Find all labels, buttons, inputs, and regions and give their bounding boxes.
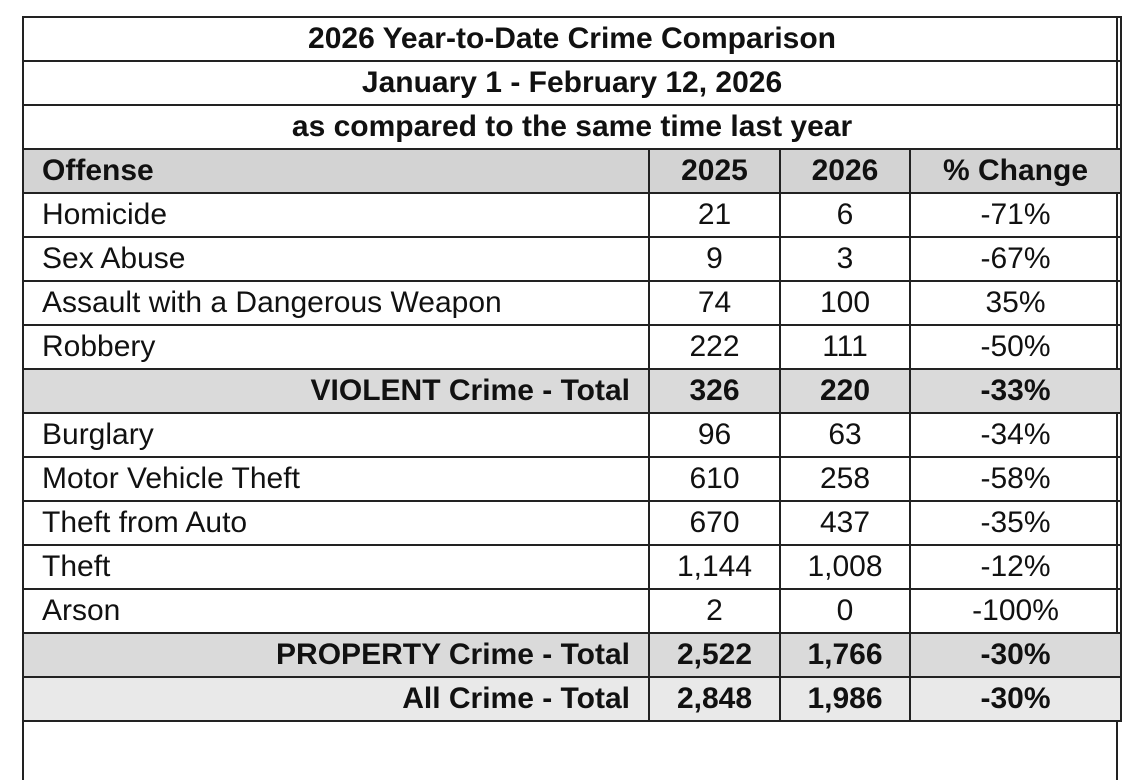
value-2025-cell: 74 bbox=[649, 281, 780, 325]
change-cell: -58% bbox=[910, 457, 1121, 501]
value-2025-cell: 96 bbox=[649, 413, 780, 457]
all-crime-total-label: All Crime - Total bbox=[23, 677, 649, 721]
change-cell: -34% bbox=[910, 413, 1121, 457]
property-total-row bbox=[23, 633, 1121, 677]
all-crime-total-2025: 2,848 bbox=[649, 677, 780, 721]
violent-total-2026: 220 bbox=[780, 369, 910, 413]
value-2026-cell: 3 bbox=[780, 237, 910, 281]
offense-cell: Robbery bbox=[23, 325, 649, 369]
value-2025-cell: 9 bbox=[649, 237, 780, 281]
column-header-2026: 2026 bbox=[780, 149, 910, 193]
subtitle-row bbox=[23, 105, 1121, 149]
table-row bbox=[23, 237, 1121, 281]
table-subtitle: as compared to the same time last year bbox=[23, 105, 1121, 149]
change-cell: -71% bbox=[910, 193, 1121, 237]
value-2026-cell: 6 bbox=[780, 193, 910, 237]
table-row bbox=[23, 589, 1121, 633]
value-2025-cell: 2 bbox=[649, 589, 780, 633]
table-row bbox=[23, 545, 1121, 589]
table-row bbox=[23, 325, 1121, 369]
offense-cell: Theft bbox=[23, 545, 649, 589]
column-header-change: % Change bbox=[910, 149, 1121, 193]
violent-total-2025: 326 bbox=[649, 369, 780, 413]
offense-cell: Burglary bbox=[23, 413, 649, 457]
value-2025-cell: 670 bbox=[649, 501, 780, 545]
change-cell: -12% bbox=[910, 545, 1121, 589]
value-2026-cell: 437 bbox=[780, 501, 910, 545]
column-header-offense: Offense bbox=[23, 149, 649, 193]
value-2026-cell: 100 bbox=[780, 281, 910, 325]
violent-total-label: VIOLENT Crime - Total bbox=[23, 369, 649, 413]
property-total-2025: 2,522 bbox=[649, 633, 780, 677]
offense-cell: Homicide bbox=[23, 193, 649, 237]
value-2025-cell: 222 bbox=[649, 325, 780, 369]
date-range: January 1 - February 12, 2026 bbox=[23, 61, 1121, 105]
offense-cell: Arson bbox=[23, 589, 649, 633]
table-row bbox=[23, 501, 1121, 545]
change-cell: -35% bbox=[910, 501, 1121, 545]
value-2025-cell: 1,144 bbox=[649, 545, 780, 589]
offense-cell: Motor Vehicle Theft bbox=[23, 457, 649, 501]
table-row bbox=[23, 413, 1121, 457]
change-cell: 35% bbox=[910, 281, 1121, 325]
title-row bbox=[23, 17, 1121, 61]
table-row bbox=[23, 193, 1121, 237]
property-total-change: -30% bbox=[910, 633, 1121, 677]
offense-cell: Sex Abuse bbox=[23, 237, 649, 281]
property-total-label: PROPERTY Crime - Total bbox=[23, 633, 649, 677]
offense-cell: Assault with a Dangerous Weapon bbox=[23, 281, 649, 325]
column-header-row bbox=[23, 149, 1121, 193]
value-2026-cell: 0 bbox=[780, 589, 910, 633]
change-cell: -50% bbox=[910, 325, 1121, 369]
value-2025-cell: 21 bbox=[649, 193, 780, 237]
value-2026-cell: 258 bbox=[780, 457, 910, 501]
date-range-row bbox=[23, 61, 1121, 105]
crime-comparison-table bbox=[22, 16, 1122, 722]
change-cell: -100% bbox=[910, 589, 1121, 633]
table-row bbox=[23, 457, 1121, 501]
value-2026-cell: 1,008 bbox=[780, 545, 910, 589]
value-2025-cell: 610 bbox=[649, 457, 780, 501]
table-title: 2026 Year-to-Date Crime Comparison bbox=[23, 17, 1121, 61]
violent-total-row bbox=[23, 369, 1121, 413]
all-crime-total-change: -30% bbox=[910, 677, 1121, 721]
property-total-2026: 1,766 bbox=[780, 633, 910, 677]
all-crime-total-row bbox=[23, 677, 1121, 721]
all-crime-total-2026: 1,986 bbox=[780, 677, 910, 721]
table-row bbox=[23, 281, 1121, 325]
value-2026-cell: 63 bbox=[780, 413, 910, 457]
violent-total-change: -33% bbox=[910, 369, 1121, 413]
column-header-2025: 2025 bbox=[649, 149, 780, 193]
offense-cell: Theft from Auto bbox=[23, 501, 649, 545]
change-cell: -67% bbox=[910, 237, 1121, 281]
value-2026-cell: 111 bbox=[780, 325, 910, 369]
